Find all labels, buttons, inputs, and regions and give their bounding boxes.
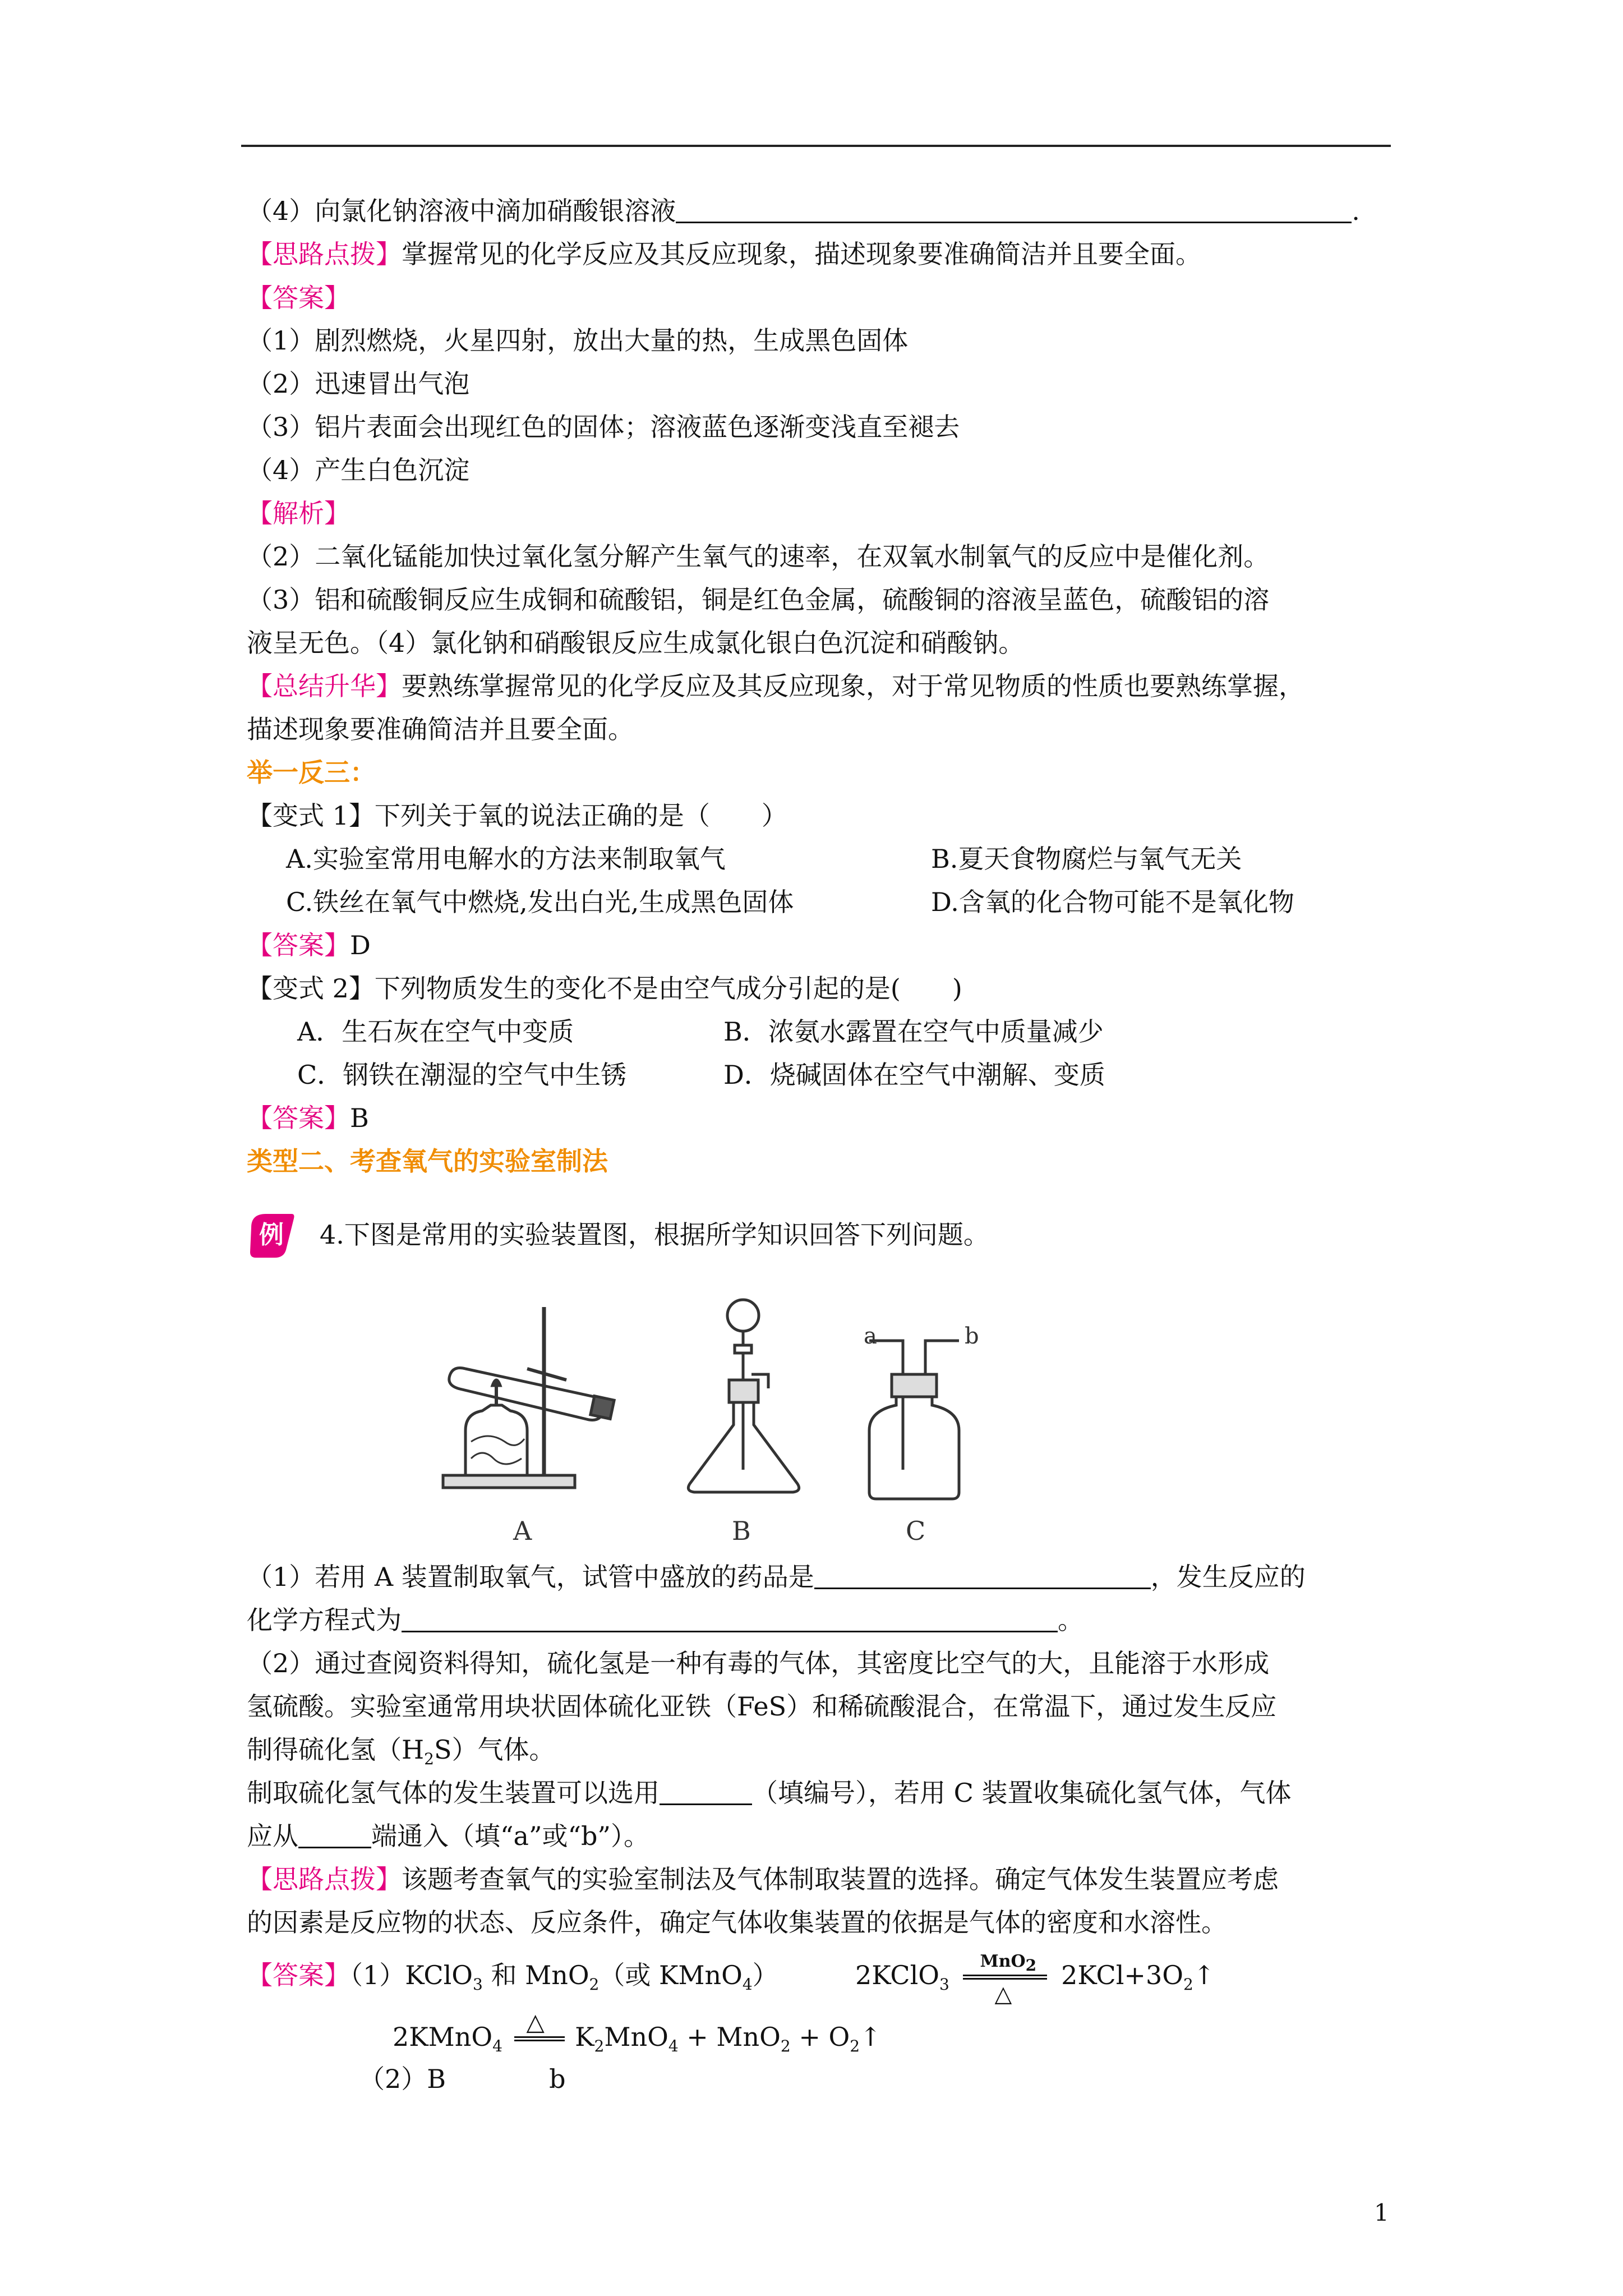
answer-tag-3: 【答案】 xyxy=(247,1960,350,1990)
option-d2: D．烧碱固体在空气中潮解、变质 xyxy=(723,1060,1105,1090)
q1-line xyxy=(247,1559,1306,1594)
apparatus-a xyxy=(443,1307,614,1488)
answer-value-1: D xyxy=(350,930,371,960)
variant-1-options-cd xyxy=(286,885,1294,919)
answer-blank xyxy=(676,195,1352,223)
summary-text: 要熟练掌握常见的化学反应及其反应现象，对于常见物质的性质也要熟练掌握， xyxy=(402,671,1304,701)
line-02 xyxy=(247,237,1201,272)
hint-tag-2: 【思路点拨】 xyxy=(247,1864,402,1894)
variant-1-options-ab xyxy=(286,841,1242,876)
q2-line-4: 制取硫化氢气体的发生装置可以选用 （填编号），若用 C 装置收集硫化氢气体，气体 xyxy=(247,1778,1292,1808)
hint-tag: 【思路点拨】 xyxy=(247,239,402,269)
equation-kclo3: 2KClO$_3$ MnO$_2$ △ $2KCl+3O_2↑$ xyxy=(855,1952,1215,2007)
hint-2-line-1: 【思路点拨】该题考查氧气的实验室制法及气体制取装置的选择。确定气体发生装置应考虑 xyxy=(247,1864,1279,1894)
reagent-blank xyxy=(814,1561,1151,1589)
answer-value-2: B xyxy=(350,1103,369,1133)
port-a-label: a xyxy=(864,1323,877,1349)
variant-1-question: 【变式 1】下列关于氧的说法正确的是（ ） xyxy=(247,800,787,831)
option-a2: A．生石灰在空气中变质 xyxy=(297,1016,574,1047)
equation-blank xyxy=(402,1604,1058,1632)
option-b2: B．浓氨水露置在空气中质量减少 xyxy=(723,1016,1104,1047)
header-rule xyxy=(241,145,1391,147)
answer-tag: 【答案】 xyxy=(247,283,350,313)
q2-line-3: 制得硫化氢$(H_2S)$气体。 xyxy=(247,1734,555,1769)
analysis-line-3: 液呈无色。（4）氯化钠和硝酸银反应生成氯化银白色沉淀和硝酸钠。 xyxy=(247,628,1025,658)
option-c2: C．钢铁在潮湿的空气中生锈 xyxy=(297,1060,627,1090)
port-b-label: b xyxy=(965,1323,979,1349)
section-heading: 类型二、考查氧气的实验室制法 xyxy=(247,1146,608,1176)
option-b: B.夏天食物腐烂与氧气无关 xyxy=(931,844,1242,874)
summary-line-1 xyxy=(247,669,1304,703)
q1-equation-line xyxy=(247,1603,1083,1637)
q4-tail: . xyxy=(1352,196,1360,226)
hint-2-line-2: 的因素是反应物的状态、反应条件，确定气体收集装置的依据是气体的密度和水溶性。 xyxy=(247,1907,1227,1938)
summary-line-2: 描述现象要准确简洁并且要全面。 xyxy=(247,714,634,744)
answer-tag-2: 【答案】 xyxy=(247,1103,350,1133)
label-c: C xyxy=(906,1516,926,1546)
variant-2-options-ab xyxy=(297,1014,1104,1049)
answer-line-3: （3）铝片表面会出现红色的固体；溶液蓝色逐渐变浅直至褪去 xyxy=(247,412,960,442)
line-01 xyxy=(247,194,1360,228)
final-answer-line: 【答案】（1）KClO$_3$ 和 MnO$_2$（或 KMnO$_4$） xyxy=(247,1960,778,1994)
answer-line-1: （1）剧烈燃烧，火星四射，放出大量的热，生成黑色固体 xyxy=(247,325,909,356)
q4-text: （4）向氯化钠溶液中滴加硝酸银溶液 xyxy=(247,196,676,226)
label-a: A xyxy=(513,1516,532,1546)
practice-heading: 举一反三： xyxy=(247,757,376,788)
apparatus-c xyxy=(869,1341,959,1499)
example-badge-icon xyxy=(247,1211,297,1260)
q1-tail: ，发生反应的 xyxy=(1150,1562,1306,1592)
equation-prompt: 化学方程式为 xyxy=(247,1605,402,1635)
analysis-line-2: （3）铝和硫酸铜反应生成铜和硫酸铝，铜是红色金属，硫酸铜的溶液呈蓝色，硫酸铝的溶 xyxy=(247,585,1270,615)
q2-line-5: 应从 端通入（填“a”或“b”）。 xyxy=(247,1821,649,1851)
example-4-question: 4.下图是常用的实验装置图，根据所学知识回答下列问题。 xyxy=(320,1220,989,1250)
page-number: 1 xyxy=(1374,2199,1389,2226)
q1-text: （1）若用 A 装置制取氧气，试管中盛放的药品是 xyxy=(247,1562,814,1592)
heat-condition: △ xyxy=(511,2022,567,2056)
equation-tail: 。 xyxy=(1058,1605,1083,1635)
final-answer-2: （2）B b xyxy=(359,2064,566,2094)
port-blank xyxy=(298,1820,371,1848)
q2-line-1: （2）通过查阅资料得知，硫化氢是一种有毒的气体，其密度比空气的大，且能溶于水形成 xyxy=(247,1648,1270,1678)
analysis-line-1: （2）二氧化锰能加快过氧化氢分解产生氧气的速率，在双氧水制氧气的反应中是催化剂。 xyxy=(247,541,1270,572)
svg-text:例: 例 xyxy=(259,1221,284,1249)
lab-apparatus-figure xyxy=(426,1290,1043,1548)
label-b: B xyxy=(732,1516,751,1546)
answer-tag-1: 【答案】 xyxy=(247,930,350,960)
variant-2-question: 【变式 2】下列物质发生的变化不是由空气成分引起的是( ) xyxy=(247,973,962,1004)
option-c: C.铁丝在氧气中燃烧,发出白光,生成黑色固体 xyxy=(286,887,794,917)
device-blank xyxy=(660,1777,752,1805)
variant-1-answer xyxy=(247,928,371,963)
apparatus-b xyxy=(688,1300,799,1492)
option-a: A.实验室常用电解水的方法来制取氧气 xyxy=(286,844,726,874)
analysis-tag: 【解析】 xyxy=(247,498,350,528)
variant-2-answer xyxy=(247,1101,369,1135)
q2-line-2: 氢硫酸。实验室通常用块状固体硫化亚铁（FeS）和稀硫酸混合，在常温下，通过发生反应 xyxy=(247,1691,1277,1722)
reaction-condition: MnO$_2$ △ xyxy=(957,1960,1053,1995)
equation-kmno4: 2KMnO$_4$ △ $K_2MnO_4 + MnO_2$ + $O_2↑$ xyxy=(393,2008,882,2056)
answer-line-2: （2）迅速冒出气泡 xyxy=(247,369,470,399)
hint-text: 掌握常见的化学反应及其反应现象，描述现象要准确简洁并且要全面。 xyxy=(402,239,1201,269)
option-d: D.含氧的化合物可能不是氧化物 xyxy=(931,887,1294,917)
variant-2-options-cd xyxy=(297,1057,1105,1092)
answer-line-4: （4）产生白色沉淀 xyxy=(247,455,470,485)
summary-tag: 【总结升华】 xyxy=(247,671,402,701)
